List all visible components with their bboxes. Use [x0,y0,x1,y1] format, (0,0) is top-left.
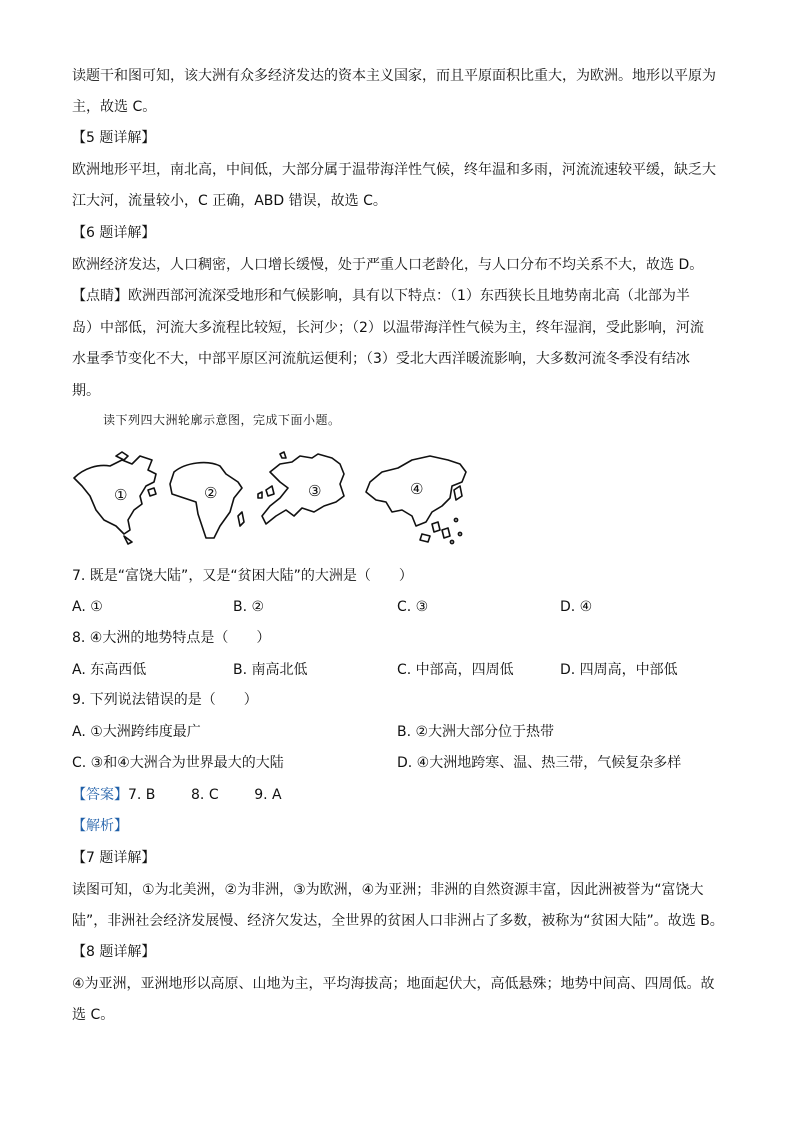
map-label-4: ④ [410,480,424,498]
tip-paragraph [72,286,690,306]
text-line: 江大河，流量较小，C 正确，ABD 错误，故选 C。 [72,193,387,209]
text-line: 岛）中部低，河流大多流程比较短，长河少；（2）以温带海洋性气候为主，终年湿润，受此影响，河流 [72,320,704,336]
q7-option-c: C. ③ [397,599,429,615]
q7-option-a: A. ① [72,599,103,615]
text-line: 陆”，非洲社会经济发展慢、经济欠发达，全世界的贫困人口非洲占了多数，被称为“贫困大陆”。故选 B。 [72,913,724,929]
q7-option-d: D. ④ [560,599,593,615]
text-line: 水量季节变化不大，中部平原区河流航运便利；（3）受北大西洋暖流影响，大多数河流冬季没有结冰 [72,351,690,367]
map-label-3: ③ [308,482,322,500]
question-9: 9. 下列说法错误的是（ ） [72,692,258,708]
q8-option-b: B. 南高北低 [233,662,308,678]
text-line: 欧洲经济发达，人口稠密，人口增长缓慢，处于严重人口老龄化，与人口分布不均关系不大，故选 D。 [72,257,704,273]
q9-option-b: B. ②大洲大部分位于热带 [397,724,555,740]
q8-option-a: A. 东高西低 [72,662,147,678]
europe-outline [262,454,344,524]
q9-option-a: A. ①大洲跨纬度最广 [72,724,201,740]
q7-option-b: B. ② [233,599,265,615]
text-line: 欧洲地形平坦，南北高，中间低，大部分属于温带海洋性气候，终年温和多雨，河流流速较平缓，缺乏大 [72,162,716,178]
answer-line [72,785,282,805]
question-8: 8. ④大洲的地势特点是（ ） [72,630,271,646]
text-line: 主，故选 C。 [72,99,157,115]
q9-option-c: C. ③和④大洲合为世界最大的大陆 [72,755,284,771]
text-line: 期。 [72,383,100,399]
text-line: ④为亚洲，亚洲地形以高原、山地为主，平均海拔高；地面起伏大，高低悬殊；地势中间高、四周低。故 [72,976,715,992]
text-line: 读图可知，①为北美洲，②为非洲，③为欧洲，④为亚洲；非洲的自然资源丰富，因此洲被誉为“富饶大 [72,882,704,898]
continent-outline-figure [70,450,470,550]
map-label-1: ① [114,486,128,504]
tip-label: 【点睛】 [72,288,128,304]
q9-option-d: D. ④大洲地跨寒、温、热三带，气候复杂多样 [397,755,682,771]
tip-text: 欧洲西部河流深受地形和气候影响，具有以下特点：（1）东西狭长且地势南北高（北部为半 [128,288,690,304]
section-heading: 【8 题详解】 [72,944,156,960]
section-heading: 【7 题详解】 [72,850,156,866]
text-line: 读题干和图可知，该大洲有众多经济发达的资本主义国家，而且平原面积比重大，为欧洲。地形以平原为 [72,68,716,84]
section-heading: 【5 题详解】 [72,130,156,146]
figure-caption: 读下列四大洲轮廓示意图，完成下面小题。 [103,413,341,427]
question-7: 7. 既是“富饶大陆”，又是“贫困大陆”的大洲是（ ） [72,568,413,584]
answer-text: 7. B 8. C 9. A [128,787,282,803]
analysis-label: 【解析】 [72,818,128,834]
q8-option-c: C. 中部高，四周低 [397,662,514,678]
q8-option-d: D. 四周高，中部低 [560,662,678,678]
text-line: 选 C。 [72,1007,115,1023]
section-heading: 【6 题详解】 [72,225,156,241]
map-label-2: ② [204,484,218,502]
answer-label: 【答案】 [72,787,128,803]
